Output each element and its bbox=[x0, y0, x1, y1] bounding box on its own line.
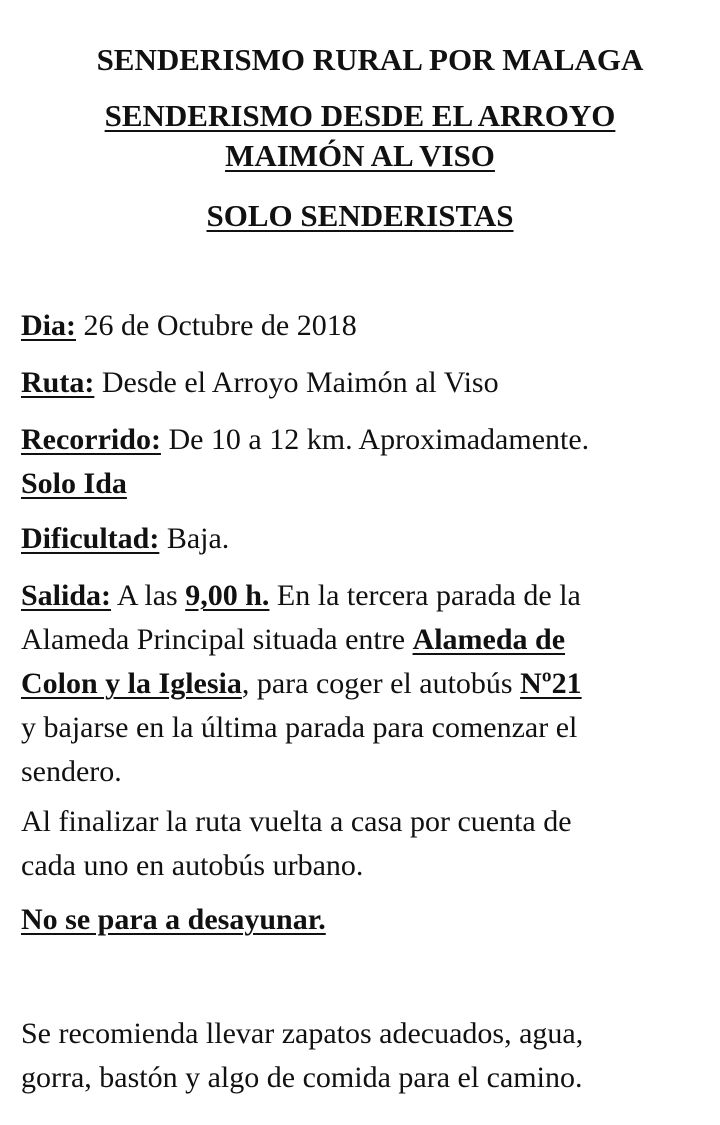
one-way-note: Solo Ida bbox=[21, 467, 127, 500]
date-label: Dia: bbox=[21, 309, 76, 342]
bus-number: Nº21 bbox=[520, 667, 582, 700]
return-note-line-1: Al finalizar la ruta vuelta a casa por cuenta de bbox=[21, 805, 572, 838]
date-row bbox=[21, 304, 711, 348]
recommendation-note bbox=[21, 1012, 711, 1100]
distance-row bbox=[21, 418, 711, 506]
distance-label: Recorrido: bbox=[21, 423, 161, 456]
departure-text-5: y bajarse en la última parada para comenzar el bbox=[21, 711, 578, 744]
route-label: Ruta: bbox=[21, 366, 95, 399]
departure-text-3: Alameda Principal situada entre bbox=[21, 623, 413, 656]
departure-time: 9,00 h. bbox=[185, 579, 270, 612]
departure-place-1: Alameda de bbox=[412, 623, 566, 656]
difficulty-label: Dificultad: bbox=[21, 522, 160, 555]
return-note-line-2: cada uno en autobús urbano. bbox=[21, 849, 364, 882]
departure-place-2: Colon y la Iglesia bbox=[21, 667, 242, 700]
departure-text-4: , para coger el autobús bbox=[241, 667, 521, 700]
departure-paragraph bbox=[21, 574, 711, 794]
route-value: Desde el Arroyo Maimón al Viso bbox=[94, 366, 499, 399]
recommendation-line-1: Se recomienda llevar zapatos adecuados, agua, bbox=[21, 1017, 584, 1050]
route-row bbox=[21, 361, 711, 405]
departure-label: Salida: bbox=[21, 579, 112, 612]
departure-text-2: En la tercera parada de la bbox=[269, 579, 581, 612]
departure-text-6: sendero. bbox=[21, 755, 122, 788]
departure-text-1: A las bbox=[111, 579, 186, 612]
breakfast-note-text: No se para a desayunar. bbox=[21, 903, 326, 936]
distance-value: De 10 a 12 km. Aproximadamente. bbox=[160, 423, 590, 456]
date-value: 26 de Octubre de 2018 bbox=[76, 309, 357, 342]
participants-title: SOLO SENDERISTAS bbox=[206, 198, 514, 233]
route-title bbox=[0, 96, 720, 176]
route-title-line-2: MAIMÓN AL VISO bbox=[225, 138, 495, 173]
difficulty-row bbox=[21, 517, 711, 561]
club-title: SENDERISMO RURAL POR MALAGA bbox=[96, 42, 644, 77]
breakfast-note bbox=[21, 898, 711, 942]
recommendation-line-2: gorra, bastón y algo de comida para el camino. bbox=[21, 1061, 583, 1094]
difficulty-value: Baja. bbox=[159, 522, 230, 555]
return-note bbox=[21, 800, 711, 888]
route-title-line-1: SENDERISMO DESDE EL ARROYO bbox=[104, 98, 616, 133]
